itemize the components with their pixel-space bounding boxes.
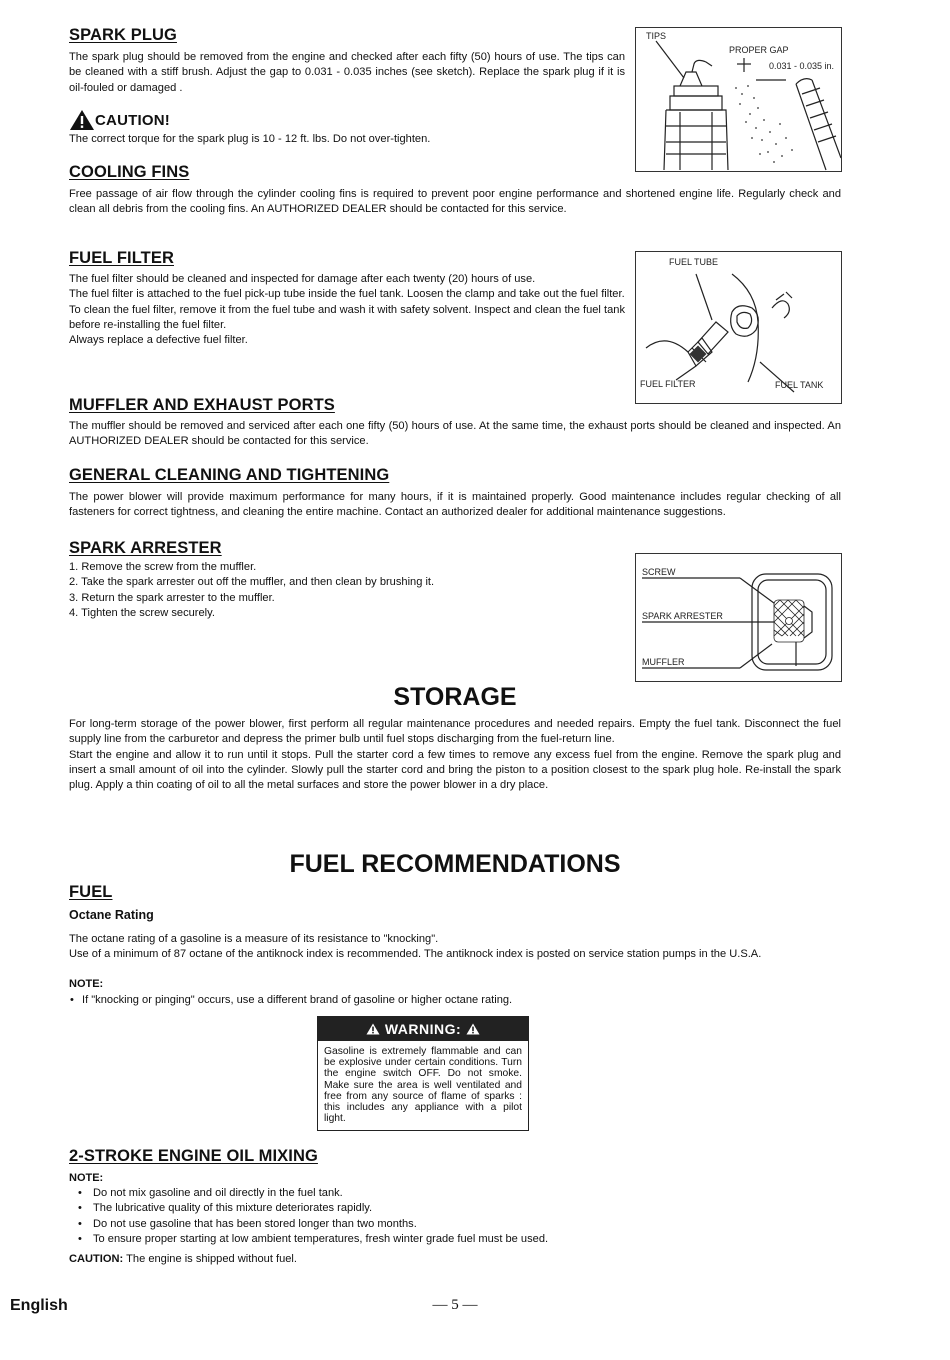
storage-paragraph: For long-term storage of the power blower, first perform all regular maintenance procedures and needed repairs. Empty the fuel tank. Disconnect the fuel supply line from the carburetor and depress the primer bulb until fuel stops discharging from the fuel-return line.	[69, 718, 841, 746]
fuel-filter-line: The fuel filter is attached to the fuel pick-up tube inside the fuel tank. Loosen the clamp and take out the fuel filter.	[69, 288, 625, 301]
octane-line: The octane rating of a gasoline is a measure of its resistance to "knocking".	[69, 933, 439, 945]
fuel-filter-line: To clean the fuel filter, remove it from the fuel tube and wash it with safety solvent. Inspect and clean the fuel tank before re-installing the fuel filter.	[69, 303, 625, 331]
fuel-filter-text	[69, 272, 625, 348]
section-heading-fuel-filter: FUEL FILTER	[69, 249, 174, 267]
section-heading-fuel: FUEL	[69, 883, 113, 901]
spark-arrester-steps	[69, 560, 589, 621]
oil-mixing-note-list	[69, 1186, 841, 1247]
spark-arrester-step: 2. Take the spark arrester out off the muffler, and then clean by brushing it.	[69, 576, 435, 589]
spark-plug-figure	[635, 27, 842, 172]
spark-arrester-step: 4. Tighten the screw securely.	[69, 606, 215, 619]
oil-mixing-note-item: • To ensure proper starting at low ambient temperatures, fresh winter grade fuel must be used.	[69, 1232, 841, 1247]
spark-arrester-figure	[635, 553, 842, 682]
section-heading-general-cleaning: GENERAL CLEANING AND TIGHTENING	[69, 466, 390, 484]
figure-label-gap-value: 0.031 - 0.035 in.	[769, 61, 835, 71]
note-label: NOTE:	[69, 978, 104, 990]
section-heading-muffler: MUFFLER AND EXHAUST PORTS	[69, 396, 335, 414]
warning-header	[318, 1017, 528, 1041]
fuel-filter-figure	[635, 251, 842, 404]
warning-text: Gasoline is extremely flammable and can be explosive under certain conditions. Turn the engine switch OFF. Do not smoke. Make sure the area is well ventilated and free from any source of flame of sparks : this includes any appliance with a pilot light.	[324, 1046, 522, 1125]
oil-mixing-caution-text: The engine is shipped without fuel.	[126, 1253, 297, 1265]
warning-box	[317, 1016, 529, 1131]
figure-label-fuel-tank: FUEL TANK	[775, 380, 824, 390]
storage-paragraph: Start the engine and allow it to run until it stops. Pull the starter cord a few times to remove any excess fuel from the engine. Remove the spark plug and insert a small amount of oil into the cylinder. Slowly pull the starter cord and bring the piston to a position closest to the spark plug hole. Re-install the spark plug. Apply a thin coating of oil to all the metal surfaces and store the power blower in a dry place.	[69, 748, 841, 792]
spark-arrester-step: 3. Return the spark arrester to the muffler.	[69, 591, 275, 604]
oil-mixing-note-item: • Do not mix gasoline and oil directly in the fuel tank.	[69, 1186, 841, 1201]
cooling-fins-text: Free passage of air flow through the cylinder cooling fins is required to prevent poor engine performance and shortened engine life. Regularly check and clean all debris from the cooling fins. An AUTHORIZED DEALER should be contacted for this service.	[69, 188, 841, 216]
section-heading-spark-arrester: SPARK ARRESTER	[69, 539, 222, 557]
muffler-text: The muffler should be removed and serviced after each one fifty (50) hours of use. At the same time, the exhaust ports should be cleaned and inspected. An AUTHORIZED DEALER should be contacted for this service.	[69, 420, 841, 448]
figure-label-proper-gap: PROPER GAP	[729, 45, 789, 55]
section-heading-oil-mixing: 2-STROKE ENGINE OIL MIXING	[69, 1147, 318, 1165]
warning-triangle-icon	[69, 109, 95, 131]
general-cleaning-text: The power blower will provide maximum performance for many hours, if it is maintained properly. Good maintenance includes regular checking of all fasteners for correct tightness, and cleaning the entire machine. Contact an authorized dealer for additional maintenance suggestions.	[69, 491, 841, 519]
figure-label-muffler: MUFFLER	[642, 657, 685, 667]
warning-triangle-icon	[366, 1023, 380, 1035]
caution-heading	[69, 108, 170, 132]
fuel-filter-line: Always replace a defective fuel filter.	[69, 334, 248, 347]
note-item: • If "knocking or pinging" occurs, use a different brand of gasoline or higher octane rating.	[69, 993, 841, 1008]
octane-rating-heading: Octane Rating	[69, 908, 154, 922]
spark-plug-drawing	[636, 28, 841, 171]
figure-label-spark-arrester: SPARK ARRESTER	[642, 611, 723, 621]
oil-mixing-caution	[69, 1252, 297, 1267]
oil-mixing-note-item: • Do not use gasoline that has been stored longer than two months.	[69, 1217, 841, 1232]
caution-title: CAUTION!	[95, 111, 170, 129]
spark-arrester-step: 1. Remove the screw from the muffler.	[69, 561, 257, 573]
storage-title: STORAGE	[393, 683, 517, 711]
figure-label-fuel-filter: FUEL FILTER	[640, 379, 696, 389]
section-heading-cooling-fins: COOLING FINS	[69, 163, 190, 181]
storage-text	[69, 717, 841, 793]
oil-mixing-caution-label: CAUTION:	[69, 1253, 124, 1265]
spark-plug-text: The spark plug should be removed from the engine and checked after each fifty (50) hours of use. The tips can be cleaned with a stiff brush. Adjust the gap to 0.031 - 0.035 inches (see sketch). Replace the spark plug if it is oil-fouled or damaged .	[69, 51, 625, 94]
fuel-filter-drawing	[636, 252, 841, 403]
warning-title: WARNING:	[384, 1021, 462, 1037]
footer-language: English	[10, 1297, 68, 1314]
fuel-recommendations-title: FUEL RECOMMENDATIONS	[289, 850, 621, 878]
warning-triangle-icon	[466, 1023, 480, 1035]
figure-label-fuel-tube: FUEL TUBE	[669, 257, 719, 267]
page-number: — 5 —	[432, 1297, 478, 1313]
octane-text	[69, 932, 841, 963]
octane-line: Use of a minimum of 87 octane of the antiknock index is recommended. The antiknock index is posted on service station pumps in the U.S.A.	[69, 948, 762, 961]
note-list	[69, 993, 841, 1008]
spark-arrester-drawing	[636, 554, 841, 681]
figure-label-screw: SCREW	[642, 567, 676, 577]
oil-mixing-note-label: NOTE:	[69, 1172, 104, 1184]
oil-mixing-note-item: • The lubricative quality of this mixture deteriorates rapidly.	[69, 1201, 841, 1216]
section-heading-spark-plug: SPARK PLUG	[69, 26, 177, 44]
figure-label-tips: TIPS	[646, 31, 667, 41]
fuel-filter-line: The fuel filter should be cleaned and inspected for damage after each twenty (20) hours of use.	[69, 273, 536, 285]
caution-text: The correct torque for the spark plug is 10 - 12 ft. lbs. Do not over-tighten.	[69, 133, 431, 145]
